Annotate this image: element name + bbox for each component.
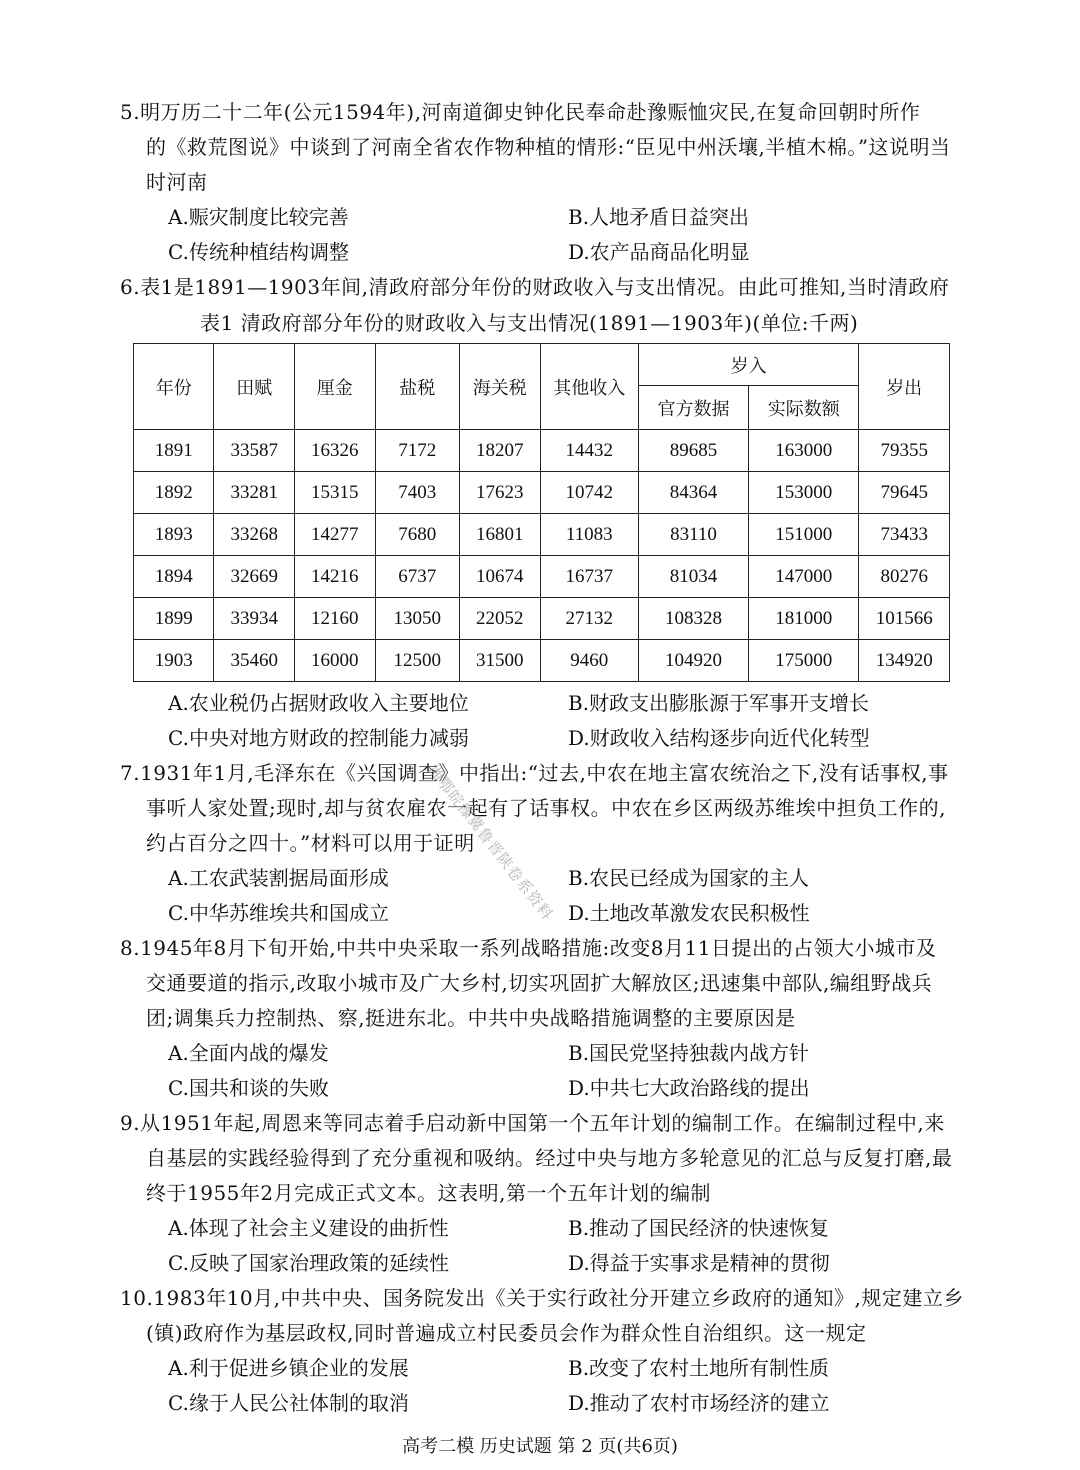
question-8-line: 交通要道的指示,改取小城市及广大乡村,切实巩固扩大解放区;迅速集中部队,编组野战兵 xyxy=(146,971,933,995)
table-cell: 175000 xyxy=(749,640,859,682)
table-cell: 104920 xyxy=(638,640,748,682)
col-header-customs: 海关税 xyxy=(460,344,541,430)
table-cell: 1892 xyxy=(134,472,214,514)
question-8-line: 团;调集兵力控制热、察,挺进东北。中共中央战略措施调整的主要原因是 xyxy=(146,1006,796,1030)
col-header-salt-tax: 盐税 xyxy=(375,344,460,430)
table-cell: 1894 xyxy=(134,556,214,598)
option-a: A.赈灾制度比较完善 xyxy=(168,205,349,229)
table-cell: 101566 xyxy=(859,598,950,640)
table-cell: 12500 xyxy=(375,640,460,682)
table-cell: 10674 xyxy=(460,556,541,598)
question-7 xyxy=(120,756,960,861)
question-7-line: 约占百分之四十。”材料可以用于证明 xyxy=(146,831,475,855)
question-7-options xyxy=(168,861,968,931)
question-5-line: 5.明万历二十二年(公元1594年),河南道御史钟化民奉命赴豫赈恤灾民,在复命回朝时所作 xyxy=(120,100,921,124)
table-cell: 108328 xyxy=(638,598,748,640)
question-9-line: 9.从1951年起,周恩来等同志着手启动新中国第一个五年计划的编制工作。在编制过程中,来 xyxy=(120,1111,945,1135)
option-d: D.推动了农村市场经济的建立 xyxy=(568,1391,830,1415)
table-cell: 35460 xyxy=(214,640,295,682)
col-header-year: 年份 xyxy=(134,344,214,430)
option-a: A.体现了社会主义建设的曲折性 xyxy=(168,1216,449,1240)
table-row xyxy=(134,472,950,514)
table-caption: 表1 清政府部分年份的财政收入与支出情况(1891—1903年)(单位:千两) xyxy=(200,311,859,335)
table-row xyxy=(134,598,950,640)
table-cell: 6737 xyxy=(375,556,460,598)
question-5-line: 时河南 xyxy=(146,170,208,194)
col-header-land-tax: 田赋 xyxy=(214,344,295,430)
table-cell: 32669 xyxy=(214,556,295,598)
col-header-actual: 实际数额 xyxy=(749,386,859,430)
option-a: A.利于促进乡镇企业的发展 xyxy=(168,1356,409,1380)
page-footer: 高考二模 历史试题 第 2 页(共6页) xyxy=(402,1436,678,1457)
option-c: C.反映了国家治理政策的延续性 xyxy=(168,1251,449,1275)
option-b: B.人地矛盾日益突出 xyxy=(568,205,750,229)
table-cell: 134920 xyxy=(859,640,950,682)
table-cell: 17623 xyxy=(460,472,541,514)
col-header-expenditure: 岁出 xyxy=(859,344,950,430)
table-cell: 16737 xyxy=(540,556,638,598)
option-b: B.改变了农村土地所有制性质 xyxy=(568,1356,830,1380)
option-c: C.国共和谈的失败 xyxy=(168,1076,329,1100)
table-cell: 11083 xyxy=(540,514,638,556)
question-10-line: 10.1983年10月,中共中央、国务院发出《关于实行政社分开建立乡政府的通知》,规定建立乡 xyxy=(120,1286,964,1310)
question-6-line: 6.表1是1891—1903年间,清政府部分年份的财政收入与支出情况。由此可推知,当时清政府 xyxy=(120,275,950,299)
table-cell: 33268 xyxy=(214,514,295,556)
option-a: A.工农武装割据局面形成 xyxy=(168,866,389,890)
table-cell: 151000 xyxy=(749,514,859,556)
col-header-revenue: 岁入 xyxy=(638,344,859,386)
table-cell: 83110 xyxy=(638,514,748,556)
question-9-line: 自基层的实践经验得到了充分重视和吸纳。经过中央与地方多轮意见的汇总与反复打磨,最 xyxy=(146,1146,953,1170)
question-10-options xyxy=(168,1351,968,1421)
question-8-line: 8.1945年8月下旬开始,中共中央采取一系列战略措施:改变8月11日提出的占领大小城市及 xyxy=(120,936,937,960)
option-d: D.土地改革激发农民积极性 xyxy=(568,901,810,925)
table-cell: 79355 xyxy=(859,430,950,472)
table-cell: 14216 xyxy=(294,556,375,598)
question-8 xyxy=(120,931,960,1036)
col-header-official: 官方数据 xyxy=(638,386,748,430)
table-cell: 9460 xyxy=(540,640,638,682)
table-cell: 18207 xyxy=(460,430,541,472)
question-9-line: 终于1955年2月完成正式文本。这表明,第一个五年计划的编制 xyxy=(146,1181,711,1205)
question-6-options xyxy=(168,686,968,756)
table-row xyxy=(134,430,950,472)
table-cell: 163000 xyxy=(749,430,859,472)
table-cell: 16000 xyxy=(294,640,375,682)
table-cell: 33934 xyxy=(214,598,295,640)
table-cell: 1891 xyxy=(134,430,214,472)
table-cell: 1899 xyxy=(134,598,214,640)
question-5-options xyxy=(168,200,968,270)
finance-table xyxy=(133,343,950,682)
table-cell: 22052 xyxy=(460,598,541,640)
option-d: D.农产品商品化明显 xyxy=(568,240,750,264)
table-cell: 73433 xyxy=(859,514,950,556)
option-c: C.传统种植结构调整 xyxy=(168,240,349,264)
table-cell: 84364 xyxy=(638,472,748,514)
option-d: D.财政收入结构逐步向近代化转型 xyxy=(568,726,870,750)
option-b: B.国民党坚持独裁内战方针 xyxy=(568,1041,810,1065)
table-cell: 15315 xyxy=(294,472,375,514)
table-row xyxy=(134,640,950,682)
question-6 xyxy=(120,270,960,305)
table-cell: 80276 xyxy=(859,556,950,598)
option-c: C.中华苏维埃共和国成立 xyxy=(168,901,389,925)
question-9-options xyxy=(168,1211,968,1281)
table-cell: 1893 xyxy=(134,514,214,556)
option-d: D.中共七大政治路线的提出 xyxy=(568,1076,810,1100)
table-cell: 12160 xyxy=(294,598,375,640)
table-cell: 89685 xyxy=(638,430,748,472)
table-cell: 33587 xyxy=(214,430,295,472)
option-b: B.推动了国民经济的快速恢复 xyxy=(568,1216,830,1240)
option-a: A.全面内战的爆发 xyxy=(168,1041,329,1065)
table-cell: 31500 xyxy=(460,640,541,682)
table-row xyxy=(134,514,950,556)
question-5-line: 的《救荒图说》中谈到了河南全省农作物种植的情形:“臣见中州沃壤,半植木棉。”这说明当 xyxy=(146,135,951,159)
question-7-line: 7.1931年1月,毛泽东在《兴国调查》中指出:“过去,中农在地主富农统治之下,没有话事权,事 xyxy=(120,761,949,785)
option-b: B.财政支出膨胀源于军事开支增长 xyxy=(568,691,870,715)
table-cell: 14277 xyxy=(294,514,375,556)
table-cell: 27132 xyxy=(540,598,638,640)
question-5 xyxy=(120,95,960,200)
option-d: D.得益于实事求是精神的贯彻 xyxy=(568,1251,830,1275)
table-cell: 33281 xyxy=(214,472,295,514)
table-row xyxy=(134,556,950,598)
table-cell: 81034 xyxy=(638,556,748,598)
table-cell: 153000 xyxy=(749,472,859,514)
table-cell: 147000 xyxy=(749,556,859,598)
table-cell: 7680 xyxy=(375,514,460,556)
table-cell: 7172 xyxy=(375,430,460,472)
table-cell: 1903 xyxy=(134,640,214,682)
table-cell: 10742 xyxy=(540,472,638,514)
table-cell: 16801 xyxy=(460,514,541,556)
question-10 xyxy=(120,1281,964,1351)
option-b: B.农民已经成为国家的主人 xyxy=(568,866,810,890)
question-8-options xyxy=(168,1036,968,1106)
col-header-lijin: 厘金 xyxy=(294,344,375,430)
table-cell: 14432 xyxy=(540,430,638,472)
table-cell: 16326 xyxy=(294,430,375,472)
question-9 xyxy=(120,1106,960,1211)
question-10-line: (镇)政府作为基层政权,同时普遍成立村民委员会作为群众性自治组织。这一规定 xyxy=(146,1321,867,1345)
question-7-line: 事听人家处置;现时,却与贫农雇农一起有了话事权。中农在乡区两级苏维埃中担负工作的, xyxy=(146,796,946,820)
option-a: A.农业税仍占据财政收入主要地位 xyxy=(168,691,469,715)
table-cell: 13050 xyxy=(375,598,460,640)
table-cell: 181000 xyxy=(749,598,859,640)
option-c: C.中央对地方财政的控制能力减弱 xyxy=(168,726,469,750)
table-cell: 79645 xyxy=(859,472,950,514)
watermark: 湘鄂皖豫冀鲁晋陕卷系资料 xyxy=(424,761,557,924)
table-cell: 7403 xyxy=(375,472,460,514)
option-c: C.缘于人民公社体制的取消 xyxy=(168,1391,409,1415)
col-header-other-income: 其他收入 xyxy=(540,344,638,430)
